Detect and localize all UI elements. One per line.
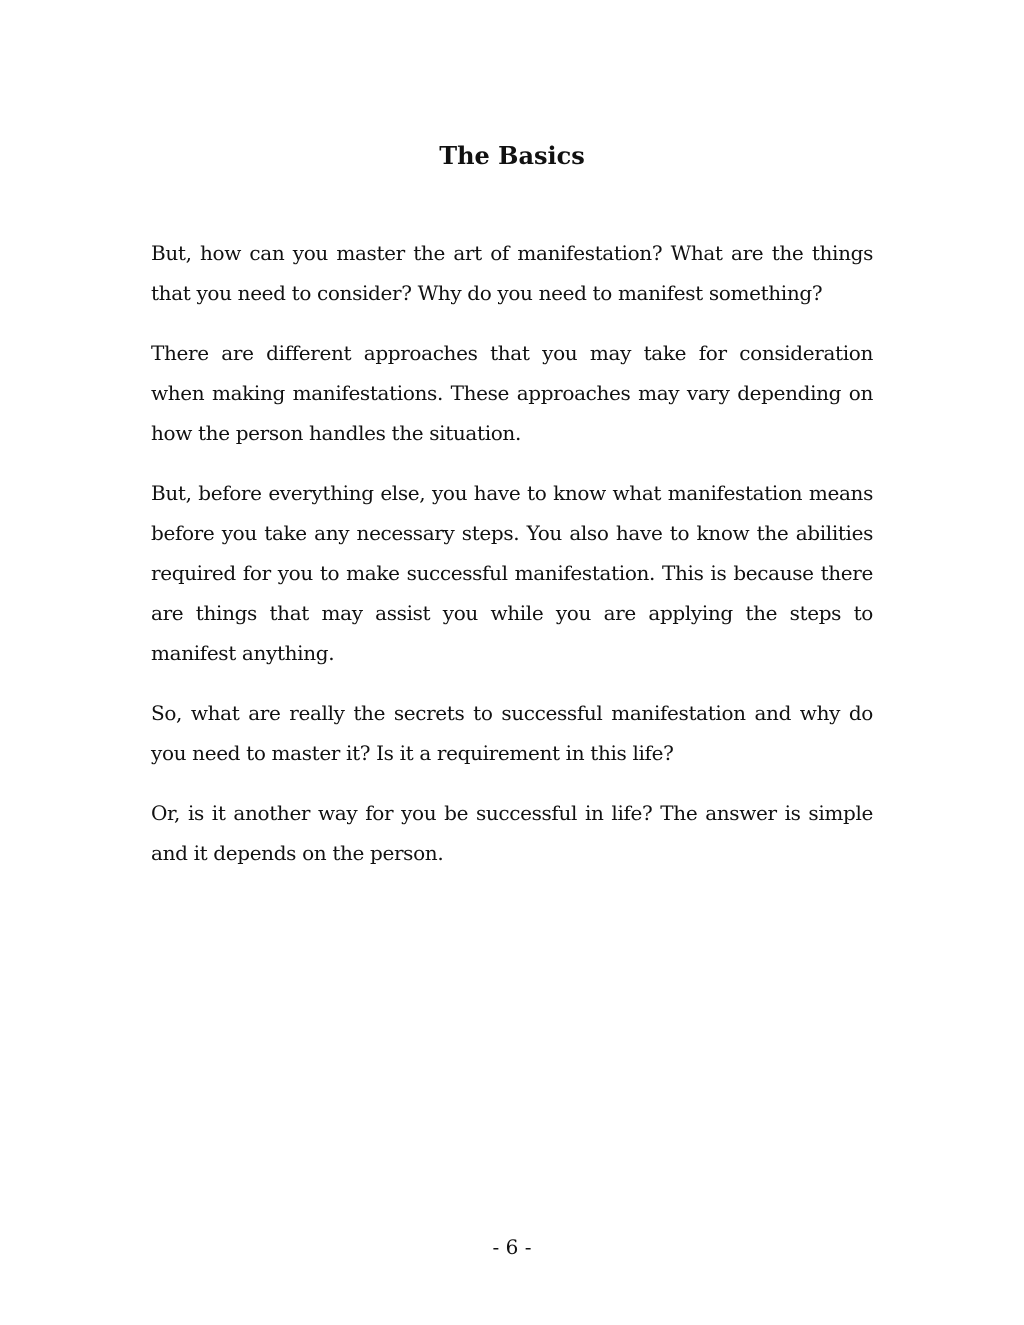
paragraph-2: There are different approaches that you may take for consideration when making manifestations. These approaches may vary depending on how the person handles the situation.	[151, 341, 873, 445]
paragraph-1: But, how can you master the art of manifestation? What are the things that you need to consider? Why do you need to manifest something?	[151, 241, 873, 305]
body-text	[151, 233, 873, 893]
page-title: The Basics	[439, 141, 585, 170]
page-number: - 6 -	[492, 1235, 532, 1259]
paragraph-4: So, what are really the secrets to successful manifestation and why do you need to master it? Is it a requirement in this life?	[151, 701, 873, 765]
paragraph-5: Or, is it another way for you be successful in life? The answer is simple and it depends on the person.	[151, 801, 873, 865]
paragraph-3: But, before everything else, you have to know what manifestation means before you take any necessary steps. You also have to know the abilities required for you to make successful manifestation. This is because there are things that may assist you while you are applying the steps to manifest anything.	[151, 481, 873, 665]
